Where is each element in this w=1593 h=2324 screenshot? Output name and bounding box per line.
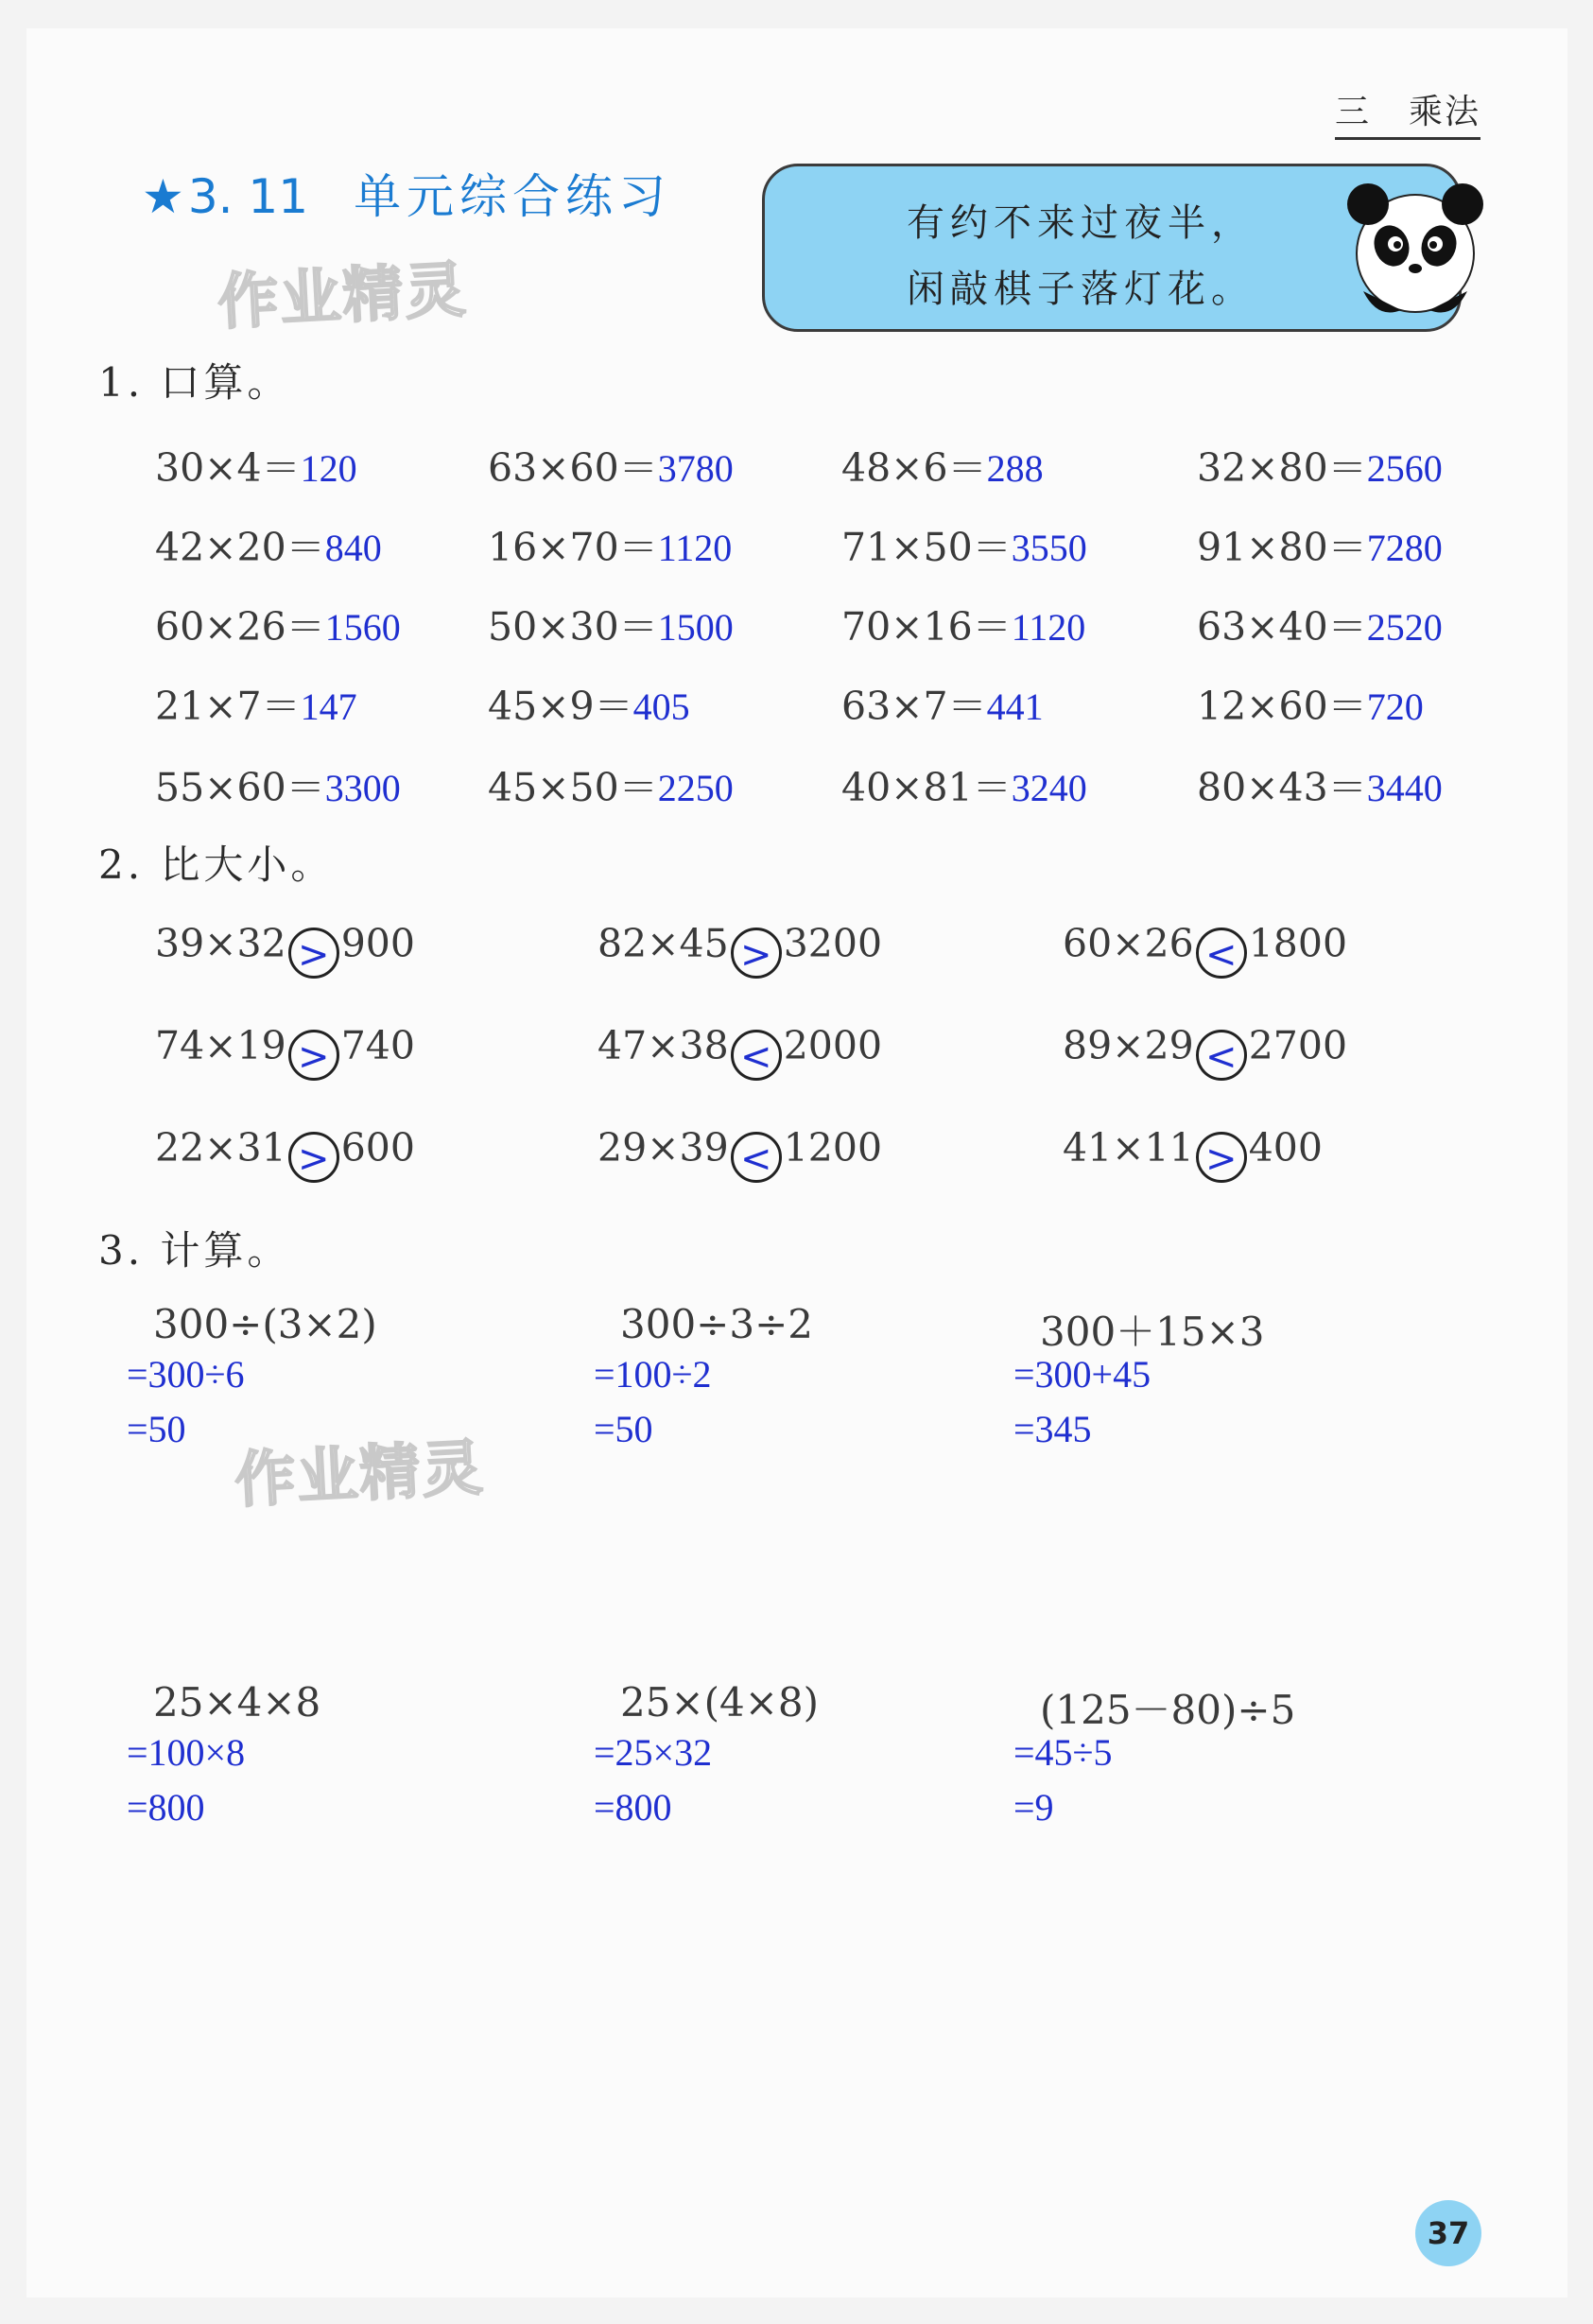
compare-right: 900 xyxy=(340,921,415,966)
math-answer: 405 xyxy=(632,685,690,728)
compare-left: 74×19 xyxy=(155,1023,286,1068)
math-expression: 42×20＝ xyxy=(155,525,325,570)
calc-step-1: =300+45 xyxy=(1013,1353,1151,1396)
section-3-label: 3. 计算。 xyxy=(98,1227,291,1274)
math-expression: 45×50＝ xyxy=(488,765,658,810)
compare-right: 2000 xyxy=(783,1023,883,1068)
compare-operator: > xyxy=(288,1132,339,1183)
compare-right: 1200 xyxy=(783,1125,883,1171)
compare-operator: < xyxy=(1196,1030,1247,1081)
lesson-number: 3. 11 xyxy=(187,169,309,224)
math-expression: 50×30＝ xyxy=(488,604,658,650)
mental-math-item xyxy=(841,516,1087,572)
math-expression: 70×16＝ xyxy=(841,604,1012,650)
calc-step-1: =100×8 xyxy=(127,1731,246,1774)
mental-math-item xyxy=(1197,675,1424,731)
calc-step-2: =800 xyxy=(127,1786,205,1829)
watermark: 作业精灵 xyxy=(233,1433,487,1517)
math-expression: 32×80＝ xyxy=(1197,445,1367,491)
compare-operator: > xyxy=(288,1030,339,1081)
panda-icon xyxy=(1344,178,1486,320)
compare-right: 740 xyxy=(340,1023,415,1068)
mental-math-item xyxy=(841,675,1044,731)
compare-operator: < xyxy=(731,1132,782,1183)
mental-math-item xyxy=(1197,756,1443,812)
mental-math-item xyxy=(155,675,357,731)
compare-item xyxy=(1063,1023,1347,1081)
mental-math-item xyxy=(841,596,1085,651)
math-expression: 21×7＝ xyxy=(155,684,301,729)
compare-item xyxy=(155,1125,415,1183)
math-expression: 30×4＝ xyxy=(155,445,301,491)
math-answer: 147 xyxy=(300,685,357,728)
compare-left: 39×32 xyxy=(155,921,286,966)
mental-math-item xyxy=(488,437,734,493)
star-icon: ★ xyxy=(142,169,184,224)
math-expression: 48×6＝ xyxy=(841,445,987,491)
compare-left: 41×11 xyxy=(1063,1125,1194,1171)
lesson-heading xyxy=(142,159,671,227)
poem-line-1: 有约不来过夜半， xyxy=(907,201,1255,245)
mental-math-item xyxy=(1197,596,1443,651)
math-answer: 1560 xyxy=(324,606,401,649)
calc-step-1: =300÷6 xyxy=(127,1353,245,1396)
compare-right: 400 xyxy=(1248,1125,1323,1171)
compare-item xyxy=(597,1023,882,1081)
math-expression: 80×43＝ xyxy=(1197,765,1367,810)
section-2-label: 2. 比大小。 xyxy=(98,841,335,888)
calc-step-2: =800 xyxy=(594,1786,672,1829)
math-answer: 3440 xyxy=(1366,767,1443,809)
chapter-name: 乘法 xyxy=(1409,93,1481,131)
lesson-title: 单元综合练习 xyxy=(354,169,672,224)
mental-math-item xyxy=(488,516,732,572)
math-answer: 1120 xyxy=(657,527,733,569)
math-answer: 2520 xyxy=(1366,606,1443,649)
mental-math-item xyxy=(155,437,357,493)
math-expression: 60×26＝ xyxy=(155,604,325,650)
compare-item xyxy=(1063,921,1347,979)
mental-math-item xyxy=(488,675,690,731)
math-answer: 3240 xyxy=(1011,767,1087,809)
mental-math-item xyxy=(488,596,734,651)
math-answer: 840 xyxy=(324,527,382,569)
compare-right: 2700 xyxy=(1248,1023,1348,1068)
math-expression: 91×80＝ xyxy=(1197,525,1367,570)
math-expression: 55×60＝ xyxy=(155,765,325,810)
calc-problem: 25×4×8 xyxy=(153,1679,321,1726)
math-expression: 40×81＝ xyxy=(841,765,1012,810)
math-answer: 2250 xyxy=(657,767,734,809)
calc-step-2: =345 xyxy=(1013,1408,1092,1450)
mental-math-item xyxy=(841,756,1087,812)
calc-step-2: =9 xyxy=(1013,1786,1054,1829)
mental-math-item xyxy=(1197,516,1443,572)
chapter-header xyxy=(1335,85,1480,140)
compare-item xyxy=(1063,1125,1323,1183)
math-expression: 63×40＝ xyxy=(1197,604,1367,650)
watermark: 作业精灵 xyxy=(216,255,470,338)
math-expression: 71×50＝ xyxy=(841,525,1012,570)
compare-item xyxy=(155,921,415,979)
math-expression: 63×7＝ xyxy=(841,684,987,729)
calc-problem: 300÷3÷2 xyxy=(620,1301,813,1347)
math-answer: 720 xyxy=(1366,685,1424,728)
math-expression: 16×70＝ xyxy=(488,525,658,570)
calc-problem: 300＋15×3 xyxy=(1040,1309,1265,1355)
math-answer: 288 xyxy=(986,447,1044,490)
math-answer: 3550 xyxy=(1011,527,1087,569)
compare-left: 22×31 xyxy=(155,1125,286,1171)
compare-operator: < xyxy=(1196,928,1247,979)
calc-step-1: =25×32 xyxy=(594,1731,713,1774)
math-expression: 45×9＝ xyxy=(488,684,633,729)
compare-left: 29×39 xyxy=(597,1125,729,1171)
calc-problem: 300÷(3×2) xyxy=(153,1301,377,1347)
compare-right: 1800 xyxy=(1248,921,1348,966)
chapter-number: 三 xyxy=(1335,93,1372,131)
section-1-label: 1. 口算。 xyxy=(98,359,291,406)
math-answer: 120 xyxy=(300,447,357,490)
compare-item xyxy=(597,1125,882,1183)
math-answer: 3780 xyxy=(657,447,734,490)
mental-math-item xyxy=(488,756,734,812)
compare-left: 89×29 xyxy=(1063,1023,1194,1068)
math-answer: 3300 xyxy=(324,767,401,809)
mental-math-item xyxy=(1197,437,1443,493)
poem-line-2: 闲敲棋子落灯花。 xyxy=(907,268,1255,311)
compare-operator: > xyxy=(731,928,782,979)
calc-step-1: =100÷2 xyxy=(594,1353,712,1396)
compare-left: 82×45 xyxy=(597,921,729,966)
math-answer: 441 xyxy=(986,685,1044,728)
compare-operator: < xyxy=(731,1030,782,1081)
compare-operator: > xyxy=(1196,1132,1247,1183)
compare-item xyxy=(597,921,882,979)
math-expression: 12×60＝ xyxy=(1197,684,1367,729)
mental-math-item xyxy=(155,516,382,572)
compare-item xyxy=(155,1023,415,1081)
math-answer: 2560 xyxy=(1366,447,1443,490)
compare-right: 600 xyxy=(340,1125,415,1171)
compare-right: 3200 xyxy=(783,921,883,966)
mental-math-item xyxy=(841,437,1044,493)
calc-problem: 25×(4×8) xyxy=(620,1679,820,1726)
mental-math-item xyxy=(155,596,401,651)
compare-left: 47×38 xyxy=(597,1023,729,1068)
page-number: 37 xyxy=(1415,2200,1481,2266)
math-expression: 63×60＝ xyxy=(488,445,658,491)
calc-problem: (125－80)÷5 xyxy=(1040,1687,1296,1733)
math-answer: 1500 xyxy=(657,606,734,649)
math-answer: 7280 xyxy=(1366,527,1443,569)
mental-math-item xyxy=(155,756,401,812)
calc-step-2: =50 xyxy=(594,1408,653,1450)
compare-left: 60×26 xyxy=(1063,921,1194,966)
calc-step-2: =50 xyxy=(127,1408,186,1450)
math-answer: 1120 xyxy=(1011,606,1086,649)
compare-operator: > xyxy=(288,928,339,979)
calc-step-1: =45÷5 xyxy=(1013,1731,1113,1774)
